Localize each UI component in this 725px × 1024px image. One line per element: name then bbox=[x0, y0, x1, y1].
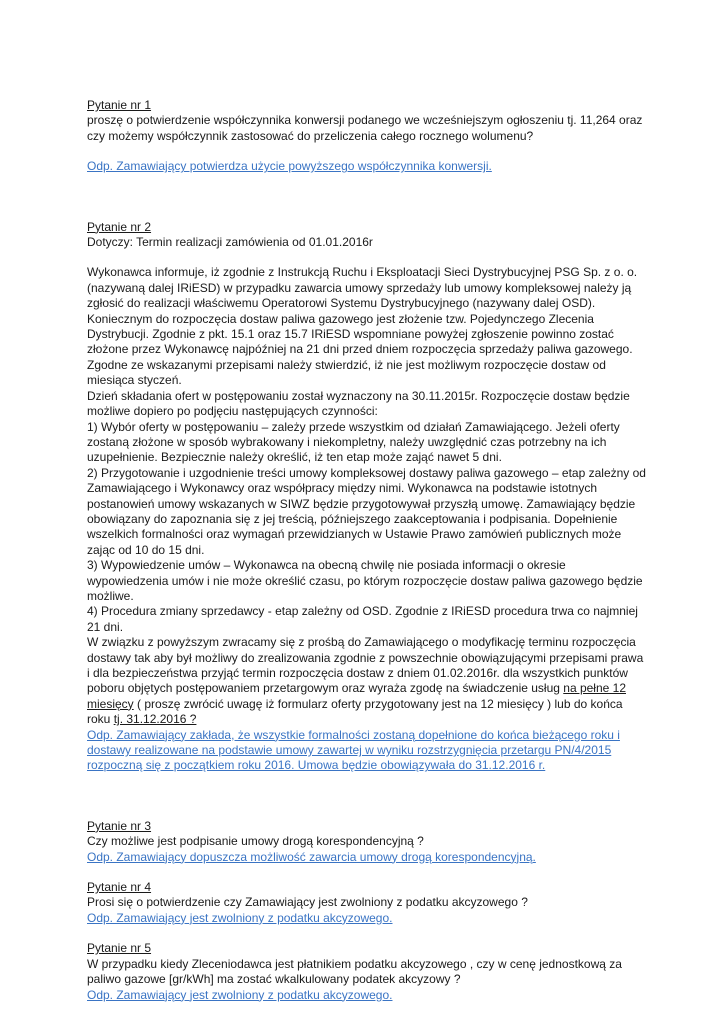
question-5-heading: Pytanie nr 5 bbox=[87, 941, 152, 956]
answer-1-link[interactable]: Odp. Zamawiający potwierdza użycie powyższego współczynnika konwersji. bbox=[87, 159, 492, 174]
question-1-heading: Pytanie nr 1 bbox=[87, 98, 152, 112]
paragraph-text: 2) Przygotowanie i uzgodnienie treści umowy kompleksowej dostawy paliwa gazowego – etap zależny od Zamawiającego i Wykonawcy oraz współpracy między nimi. Wykonawca na podstawie istotnych postanowień umowy wskazanych w SIWZ będzie przygotowywał przyszłą umowę. Zamawiający będzie obowiązany do zapoznania się z jej treścią, późniejszego zaakceptowania i podpisania. Dopełnienie wszelkich formalności oraz wymagań przewidzianych w Ustawie Prawo zamówień publicznych może zając od 10 do 15 dni. bbox=[87, 465, 646, 557]
answer-2-link[interactable]: Odp. Zamawiający zakłada, że wszystkie formalności zostaną dopełnione do końca bieżącego roku i dostawy realizowane na podstawie umowy zawartej w wyniku rozstrzygnięcia przetargu PN/4/2015 rozpoczną się z początkiem roku 2016. Umowa będzie obowiązywała do 31.12.2016 r. bbox=[87, 727, 620, 773]
paragraph-text: 3) Wypowiedzenie umów – Wykonawca na obecną chwilę nie posiada informacji o okresie wypowiedzenia umów i nie może określić czasu, po którym rozpoczęcie dostaw paliwa gazowego będzie możliwe. bbox=[87, 558, 643, 603]
document-page bbox=[87, 98, 647, 1003]
question-2-paragraph bbox=[87, 389, 647, 420]
question-2-paragraph bbox=[87, 265, 647, 388]
question-5 bbox=[87, 941, 647, 1003]
question-2-paragraph bbox=[87, 466, 647, 558]
paragraph-text: 1) Wybór oferty w postępowaniu – zależy przede wszystkim od działań Zamawiającego. Jeżeli oferty zostaną złożone w sposób wybrakowany i niekompletny, należy uwzględnić czas potrzebny na ich uzupełnienie. Bezpiecznie należy określić, iż ten etap może zająć nawet 5 dni. bbox=[87, 419, 620, 465]
question-4 bbox=[87, 880, 647, 926]
question-4-heading: Pytanie nr 4 bbox=[87, 880, 152, 895]
question-3-heading: Pytanie nr 3 bbox=[87, 818, 152, 833]
question-2-paragraph bbox=[87, 558, 647, 604]
question-1 bbox=[87, 98, 647, 175]
question-2-subject: Dotyczy: Termin realizacji zamówienia od 01.01.2016r bbox=[87, 235, 373, 250]
question-2-paragraph bbox=[87, 420, 647, 466]
paragraph-text: Wykonawca informuje, iż zgodnie z Instrukcją Ruchu i Eksploatacji Sieci Dystrybucyjnej PSG Sp. z o. o. (nazywaną dalej IRiESD) w przypadku zawarcia umowy sprzedaży lub umowy kompleksowej należy ją zgłosić do realizacji właściwemu Operatorowi Systemu Dystrybucyjnego (nazywany dalej OSD). Koniecznym do rozpoczęcia dostaw paliwa gazowego jest złożenie tzw. Pojedynczego Zlecenia Dystrybucji. Zgodnie z pkt. 15.1 oraz 15.7 IRiESD wspomniane powyżej zgłoszenie powinno zostać złożone przez Wykonawcę najpóźniej na 21 dni przed dniem rozpoczęcia sprzedaży paliwa gazowego. Zgodne ze wskazanymi przepisami należy stwierdzić, iż nie jest możliwym rozpoczęcie dostaw od miesiąca styczeń. bbox=[87, 265, 638, 388]
answer-3-link[interactable]: Odp. Zamawiający dopuszcza możliwość zawarcia umowy drogą korespondencyjną. bbox=[87, 849, 536, 864]
underlined-text: tj. 31.12.2016 ? bbox=[113, 712, 197, 727]
question-2-paragraph bbox=[87, 728, 647, 774]
question-2-body bbox=[87, 265, 647, 773]
answer-4-link[interactable]: Odp. Zamawiający jest zwolniony z podatku akcyzowego. bbox=[87, 910, 393, 925]
question-2-paragraph bbox=[87, 635, 647, 727]
question-3 bbox=[87, 819, 647, 865]
underlined-text: na pełne 12 miesięcy bbox=[87, 681, 626, 711]
question-2 bbox=[87, 220, 647, 774]
question-3-text: Czy możliwe jest podpisanie umowy drogą korespondencyjną ? bbox=[87, 834, 424, 849]
answer-5-link[interactable]: Odp. Zamawiający jest zwolniony z podatku akcyzowego. bbox=[87, 987, 393, 1002]
paragraph-text: W związku z powyższym zwracamy się z prośbą do Zamawiającego o modyfikację terminu rozpoczęcia dostawy tak aby był możliwy do zrealizowania zgodnie z powszechnie obowiązującymi przepisami prawa i dla bezpieczeństwa przyjąć termin rozpoczęcia dostaw z dniem 01.02.2016r. dla wszystkich punktów poboru objętych postępowaniem przetargowym oraz wyraża zgodę na świadczenie usług bbox=[87, 635, 644, 696]
question-1-text: proszę o potwierdzenie współczynnika konwersji podanego we wcześniejszym ogłoszeniu tj. 11,264 oraz czy możemy współczynnik zastosować do przeliczenia całego rocznego wolumenu? bbox=[87, 113, 643, 143]
question-5-text: W przypadku kiedy Zleceniodawca jest płatnikiem podatku akcyzowego , czy w cenę jednostkową za paliwo gazowe [gr/kWh] ma zostać wkalkulowany podatek akcyzowy ? bbox=[87, 956, 622, 987]
paragraph-text: 4) Procedura zmiany sprzedawcy - etap zależny od OSD. Zgodnie z IRiESD procedura trwa co najmniej 21 dni. bbox=[87, 604, 638, 634]
question-2-heading: Pytanie nr 2 bbox=[87, 219, 152, 234]
paragraph-text: Dzień składania ofert w postępowaniu został wyznaczony na 30.11.2015r. Rozpoczęcie dostaw będzie możliwe dopiero po podjęciu następujących czynności: bbox=[87, 388, 630, 419]
question-2-paragraph bbox=[87, 604, 647, 635]
paragraph-text: ( proszę zwrócić uwagę iż formularz oferty przygotowany jest na 12 miesięcy ) lub do końca roku bbox=[87, 696, 623, 727]
question-4-text: Prosi się o potwierdzenie czy Zamawiający jest zwolniony z podatku akcyzowego ? bbox=[87, 895, 528, 910]
